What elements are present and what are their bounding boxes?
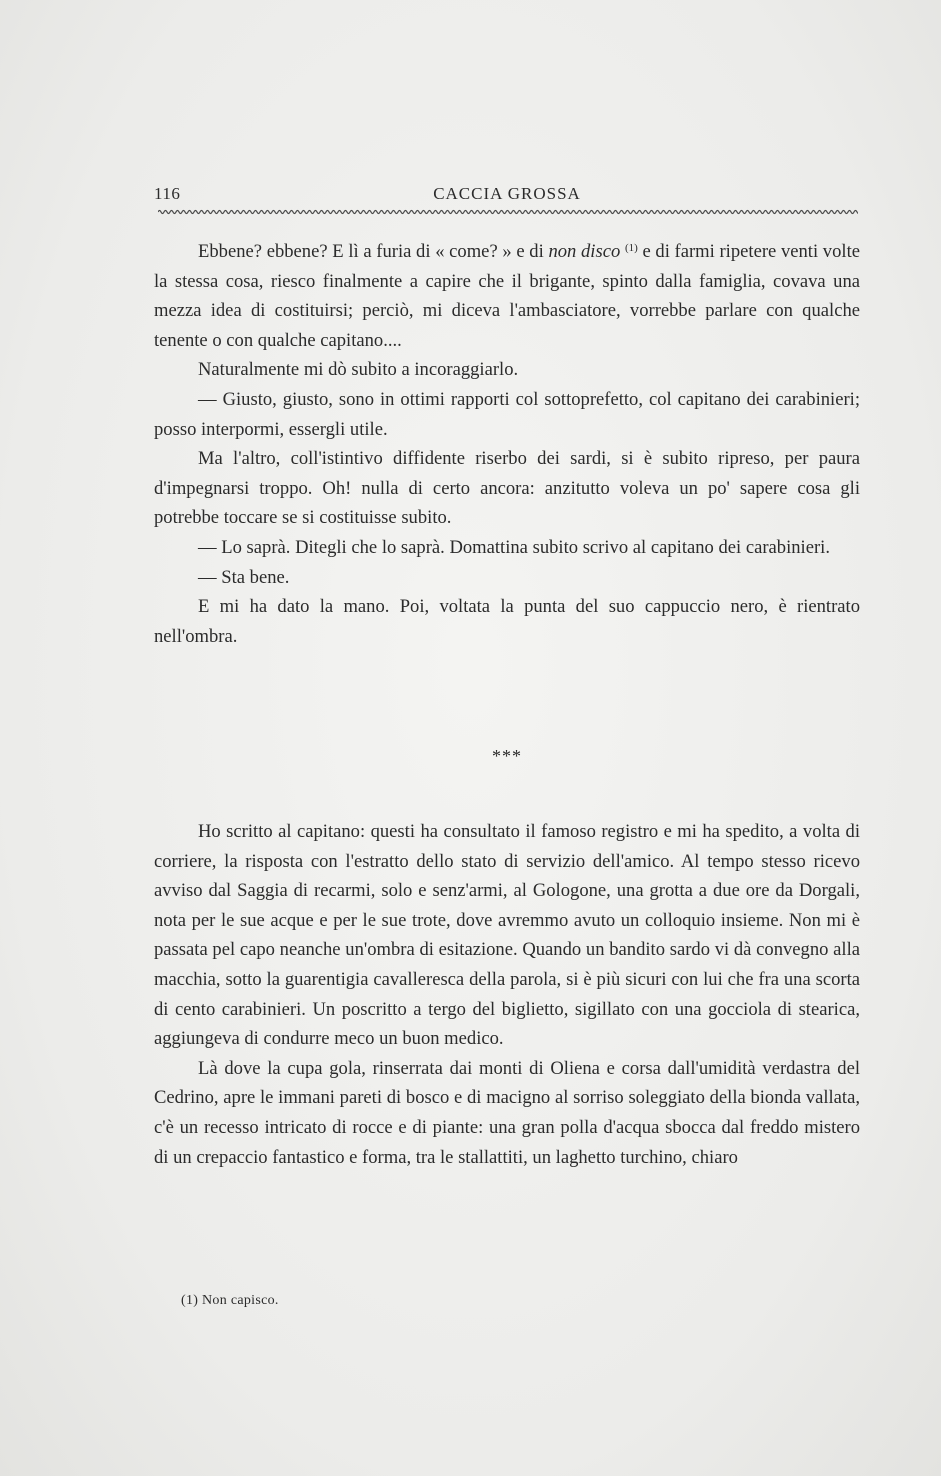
section-separator: *** <box>492 746 522 766</box>
paragraph: — Giusto, giusto, sono in ottimi rapporti col sottoprefetto, col capitano dei carabinieri; posso interpormi, essergli utile. <box>154 388 860 440</box>
paragraph: Naturalmente mi dò subito a incoraggiarlo. <box>198 359 519 381</box>
page-number: 116 <box>154 184 181 203</box>
paragraph: — Sta bene. <box>198 566 290 588</box>
paragraph: — Lo saprà. Ditegli che lo saprà. Domattina subito scrivo al capitano dei carabinieri. <box>198 536 830 558</box>
paragraph: Là dove la cupa gola, rinserrata dai monti di Oliena e corsa dall'umidità verdastra del Cedrino, apre le immani pareti di bosco e di macigno al sorriso soleggiato della bionda vallata, c'è un recesso intricato di rocce e di piante: una gran polla d'acqua sbocca dal freddo mistero di un crepaccio fantastico e forma, tra le stallattiti, un laghetto turchino, chiaro <box>154 1057 860 1168</box>
footnote: (1) Non capisco. <box>181 1293 279 1308</box>
section-1 <box>154 234 860 651</box>
italic-term: non disco <box>548 241 621 262</box>
footnote-reference: (1) <box>624 242 638 254</box>
paragraph: Ma l'altro, coll'istintivo diffidente riserbo dei sardi, si è subito ripreso, per paura d'impegnarsi troppo. Oh! nulla di certo ancora: anzitutto voleva un po' sapere cosa gli potrebbe toccare se si costituisse subito. <box>154 448 860 529</box>
paragraph: E mi ha dato la mano. Poi, voltata la punta del suo cappuccio nero, è rientrato nell'ombra. <box>154 596 860 647</box>
header-wavy-rule <box>158 208 858 216</box>
paragraph: Ebbene? ebbene? E lì a furia di « come? » e di non disco $^{(1)}$ e di farmi ripetere venti volte la stessa cosa, riesco finalmente a capire che il brigante, spinto dalla famiglia, covava una mezza idea di costituirsi; perciò, mi diceva l'ambasciatore, vorrebbe parlare con qualche tenente o con qualche capitano.... <box>154 241 860 351</box>
paragraph: Ho scritto al capitano: questi ha consultato il famoso registro e mi ha spedito, a volta di corriere, la risposta con l'estratto dello stato di servizio dell'amico. Al tempo stesso ricevo avviso dal Saggia di recarmi, solo e senz'armi, al Gologone, una grotta a due ore da Dorgali, nota per le sue acque e per le sue trote, dove avremmo avuto un colloquio insieme. Non mi è passata pel capo neanche un'ombra di esitazione. Quando un bandito sardo vi dà convegno alla macchia, sotto la guarentigia cavalleresca della parola, si è più sicuri con lui che fra una scorta di cento carabinieri. Un poscritto a tergo del biglietto, sigillato con una gocciola di stearica, aggiungeva di condurre meco un buon medico. <box>154 821 860 1050</box>
running-title: CACCIA GROSSA <box>433 184 581 203</box>
section-2 <box>154 817 860 1172</box>
page-header <box>154 184 860 208</box>
